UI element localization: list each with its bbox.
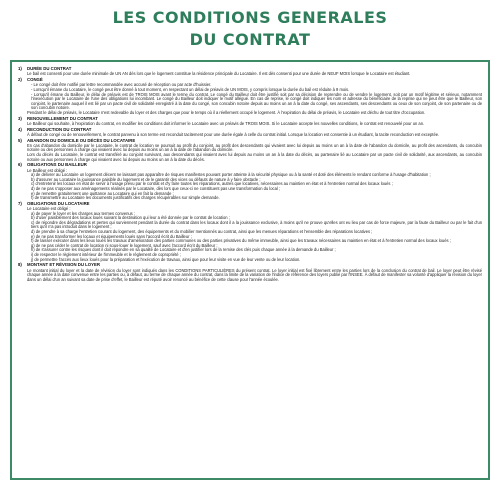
conditions-text-frame [10, 60, 490, 480]
section-paragraph: f) de laisser exécuter dans les lieux loués les travaux d'amélioration des parties communes ou des parties privatives du même immeuble, ainsi que les travaux nécessaires au maintien en état et à l'entretien normal des locaux loués ; [31, 238, 451, 244]
section-paragraph: En cas d'abandon du domicile par le Locataire, le contrat de location se poursuit au profit du conjoint, au profit des descendants qui vivaient avec lui depuis au moins un an à la date de l'abandon du domicile, au profit des ascendants, du concubin notoire ou des personnes à charge qui vivaient avec lui depuis au moins un an à la date de l'abandon du domicile. [27, 142, 482, 153]
section-paragraph: Le Bailleur est obligé : [27, 167, 68, 173]
section-paragraph: Le montant initial du loyer et la date de révision du loyer sont indiqués dans les CONDITIONS PARTICULIÈRES du présent contrat. Le loyer initial est fixé librement entre les parties lors de la conclusion du contrat de bail. Le loyer peut être révisé chaque année à la date convenue entre les parties ou, à défaut, au terme de chaque année du contrat, dans la limite de la variation de l'indice de référence des loyers publié par l'INSEE. À défaut de manifester sa volonté d'appliquer la révision du loyer dans un délai d'un an suivant sa date de prise d'effet, le Bailleur est réputé avoir renoncé au bénéfice de cette clause pour l'année écoulée. [27, 267, 482, 282]
section-title: RECONDUCTION DU CONTRAT [27, 126, 92, 132]
section-paragraph: - Lorsqu'il émane du Locataire, le congé peut être donné à tout moment, en respectant un délai de préavis de UN MOIS, y compris lorsque la durée du bail est réduite à 9 mois. [31, 86, 350, 92]
section-number: 5) [18, 137, 22, 143]
section-paragraph: - Le congé doit être notifié par lettre recommandée avec accusé de réception ou par acte d'huissier. [31, 82, 212, 88]
section-paragraph: a) de délivrer au Locataire un logement décent ne laissant pas apparaître de risques manifestes pouvant porter atteinte à la sécurité physique ou à la santé et doté des éléments le rendant conforme à l'usage d'habitation ; [31, 172, 431, 178]
section [18, 128, 482, 138]
section-number: 2) [18, 77, 22, 83]
section-title: MONTANT ET RÉVISION DU LOYER [27, 262, 100, 268]
section-paragraph: j) de permettre l'accès aux lieux loués pour la préparation et l'exécution de travaux, ainsi que pour leur visite en vue de leur vente ou de leur location. [31, 256, 301, 262]
section-paragraph: e) de remettre gratuitement une quittance au Locataire qui en fait la demande ; [31, 190, 174, 196]
section-title: ABANDON DU DOMICILE OU DÉCÈS DU LOCATAIRE [27, 137, 136, 143]
section-number: 7) [18, 200, 22, 206]
section-paragraph: a) de payer le loyer et les charges aux termes convenus ; [31, 210, 135, 216]
section [18, 67, 482, 77]
section-number: 3) [18, 115, 22, 121]
section [18, 78, 482, 115]
section-paragraph: Le Locataire est obligé : [27, 206, 71, 212]
section-paragraph: - Lorsqu'il émane du Bailleur, le délai de préavis est de TROIS MOIS avant le terme du contrat. Le congé du Bailleur doit être justifié soit par sa décision de reprendre ou de vendre le logement, soit par un motif légitime et sérieux, notamment l'inexécution par le Locataire de l'une des obligations lui incombant. Le congé du Bailleur doit indiquer le motif allégué. En cas de reprise, le congé doit indiquer les nom et adresse du bénéficiaire de la reprise qui ne peut être que le Bailleur, son conjoint, le partenaire auquel il est lié par un pacte civil de solidarité enregistré à la date du congé, son concubin notoire depuis au moins un an à la date du congé, ses ascendants, ses descendants ou ceux de son conjoint, de son partenaire ou de son concubin notoire. [31, 91, 482, 111]
section-title: CONGÉ [27, 77, 43, 83]
document-title-line-2: DU CONTRAT [189, 30, 311, 49]
section-paragraph: i) de respecter le règlement intérieur de l'immeuble et le règlement de copropriété ; [31, 252, 181, 258]
section-paragraph: Le Bailleur qui souhaite, à l'expiration du contrat, en modifier les conditions doit informer le Locataire avec un préavis de TROIS MOIS. Si le Locataire accepte les nouvelles conditions, le contrat est renouvelé pour un an. [27, 120, 425, 126]
section-paragraph: c) de répondre des dégradations et pertes qui surviennent pendant la durée du contrat dans les locaux dont il a la jouissance exclusive, à moins qu'il ne prouve qu'elles ont eu lieu par cas de force majeure, par la faute du Bailleur ou par le fait d'un tiers qu'il n'a pas introduit dans le logement ; [31, 219, 482, 230]
section-number: 1) [18, 66, 22, 72]
section-paragraph: f) de transmettre au Locataire les documents justificatifs des charges récupérables sur simple demande. [31, 195, 220, 201]
conditions-sections [18, 66, 482, 474]
section-paragraph: h) de s'assurer contre les risques dont il doit répondre en sa qualité de Locataire et d'en justifier lors de la remise des clés puis chaque année à la demande du Bailleur ; [31, 247, 336, 253]
section-paragraph: Lors du décès du Locataire, le contrat est transféré au conjoint survivant, aux descendants qui vivaient avec lui depuis au moins un an à la date du décès, au partenaire lié au Locataire par un pacte civil de solidarité, aux ascendants, au concubin notoire ou aux personnes à charge qui vivaient avec lui depuis au moins un an à la date du décès. [27, 152, 482, 162]
section-number: 6) [18, 162, 22, 168]
section-title: RENOUVELLEMENT DU CONTRAT [27, 115, 98, 121]
section-title: OBLIGATIONS DU LOCATAIRE [27, 200, 90, 206]
section-title: OBLIGATIONS DU BAILLEUR [27, 162, 87, 168]
section-paragraph: Pendant le délai de préavis, le Locataire n'est redevable du loyer et des charges que pour le temps où il a réellement occupé le logement. À l'expiration du délai de préavis, le Locataire est déchu de tout titre d'occupation. [27, 109, 426, 115]
section-paragraph: Le bail est consenti pour une durée minimale de UN AN dès lors que le logement constitue la résidence principale du Locataire. Il est dès consenti pour une durée de NEUF MOIS lorsque le Locataire est étudiant. [27, 71, 411, 77]
section-paragraph: d) de ne pas s'opposer aux aménagements réalisés par le Locataire, dès lors que ceux-ci ne constituent pas une transformation du local ; [31, 185, 281, 191]
section-paragraph: e) de ne pas transformer les locaux et équipements loués sans l'accord écrit du Bailleur ; [31, 233, 192, 239]
section-paragraph: d) de prendre à sa charge l'entretien courant du logement, des équipements et du mobilier mentionnés au contrat, ainsi que les menues réparations et l'ensemble des réparations locatives ; [31, 229, 373, 235]
section [18, 163, 482, 200]
section-number: 4) [18, 126, 22, 132]
section-paragraph: À défaut de congé ou de renouvellement, le contrat parvenu à son terme est reconduit tacitement pour une durée égale à celle du contrat initial. Lorsque la location est consentie à un étudiant, la tacite reconduction est exceptée. [27, 131, 440, 137]
section-heading [18, 163, 482, 168]
section [18, 117, 482, 127]
document-title-line-1: LES CONDITIONS GENERALES [112, 8, 388, 27]
section-paragraph: c) d'entretenir les locaux en état de servir à l'usage prévu par le contrat et d'y faire toutes les réparations, autres que locatives, nécessaires au maintien en état et à l'entretien normal des locaux loués ; [31, 181, 393, 187]
section [18, 202, 482, 262]
section-paragraph: b) d'assurer au Locataire la jouissance paisible du logement et de le garantir des vices ou défauts de nature à y faire obstacle ; [31, 176, 261, 182]
section-title: DURÉE DU CONTRAT [27, 66, 72, 72]
section [18, 263, 482, 282]
section-paragraph: b) d'user paisiblement des locaux loués suivant la destination qui leur a été donnée par le contrat de location ; [31, 215, 230, 221]
section-paragraph: g) de ne pas céder le contrat de location ni sous-louer le logement, sauf avec l'accord écrit du Bailleur ; [31, 242, 218, 248]
section-heading [18, 202, 482, 207]
section-number: 8) [18, 262, 22, 268]
section [18, 139, 482, 163]
